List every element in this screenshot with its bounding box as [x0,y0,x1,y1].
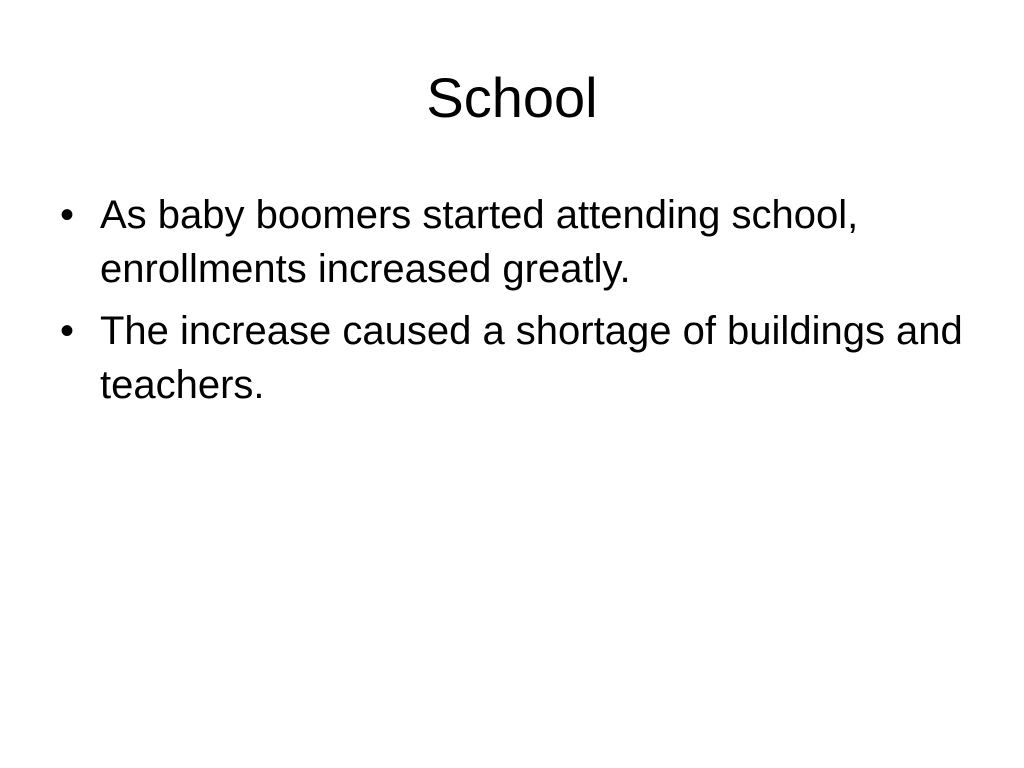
bullet-text: As baby boomers started attending school, enrollments increased greatly. [100,193,859,291]
bullet-item [60,304,980,412]
slide-title: School [426,66,598,129]
bullet-item [60,188,980,296]
bullet-text: The increase caused a shortage of buildings and teachers. [100,309,963,407]
bullet-icon: • [60,309,75,353]
bullet-list [60,188,980,420]
bullet-icon: • [60,193,75,237]
